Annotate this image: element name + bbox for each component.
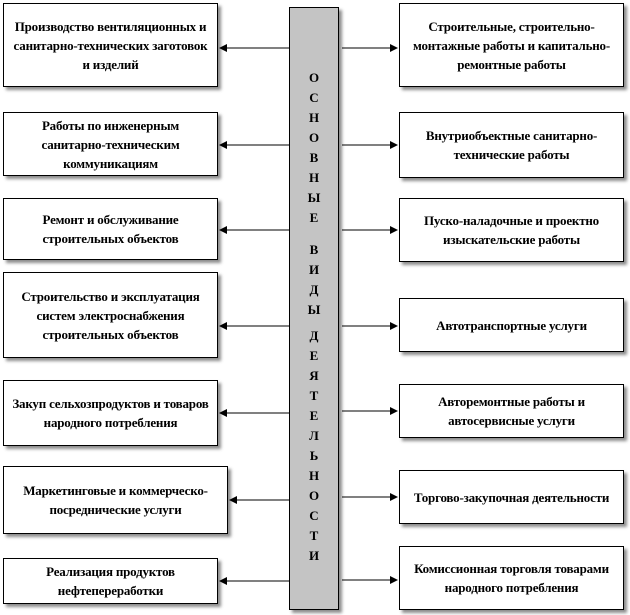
center-word-deyatelnosti: Д Е Я Т Е Л Ь Н О С Т И	[308, 328, 320, 563]
left-box-6-text: Маркетинговые и коммерческо-посреднические услуги	[23, 483, 208, 517]
left-box-2-text: Работы по инженерным санитарно-техническим коммуникациям	[41, 117, 180, 171]
right-box-2-text: Внутриобъектные санитарно-технические работы	[425, 128, 598, 162]
left-box-4-text: Строительство и эксплуатация систем электроснабжения строительных объектов	[21, 288, 200, 342]
left-box-5-text: Закуп сельхозпродуктов и товаров народного потребления	[12, 396, 209, 430]
center-word-vidy: В И Д Ы	[307, 242, 321, 317]
left-box-7-text: Реализация продуктов нефтепереработки	[46, 564, 175, 598]
left-box-1-text: Производство вентиляционных и санитарно-технических заготовок и изделий	[13, 18, 208, 72]
right-box-4-text: Автотранспортные услуги	[436, 317, 587, 333]
right-box-5-text: Авторемонтные работы и автосервисные услуги	[438, 394, 585, 428]
right-box-1-text: Строительные, строительно-монтажные работы и капитально-ремонтные работы	[413, 18, 610, 72]
right-box-3-text: Пуско-наладочные и проектно изыскательские работы	[424, 213, 599, 247]
left-box-3-text: Ремонт и обслуживание строительных объектов	[42, 212, 179, 246]
right-box-7-text: Комиссионная торговля товарами народного потребления	[414, 561, 609, 595]
right-box-6-text: Торгово-закупочная деятельности	[413, 489, 610, 505]
center-word-osnovnye: О С Н О В Н Ы Е	[307, 70, 321, 225]
